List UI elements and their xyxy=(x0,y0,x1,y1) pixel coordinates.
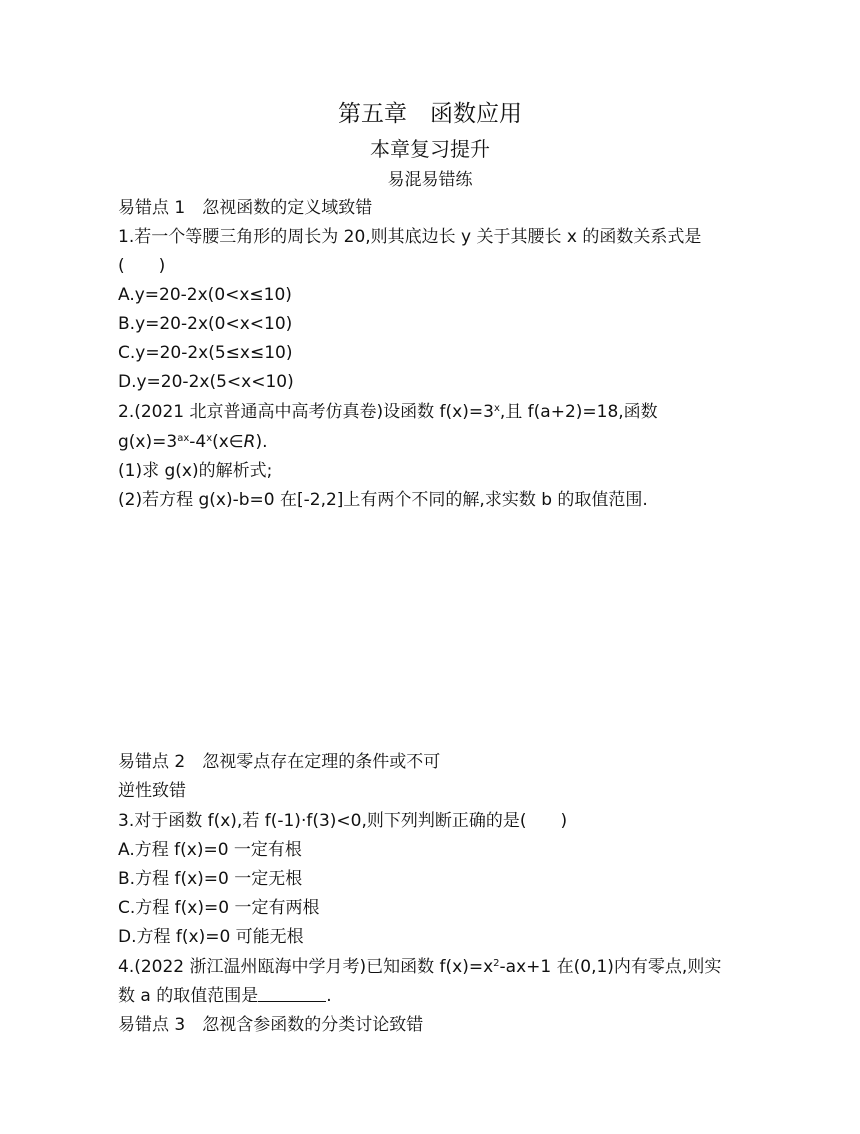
error-point-2-title-line-2: 逆性致错 xyxy=(118,781,186,801)
question-2-part-1: (1)求 g(x)的解析式; xyxy=(118,461,273,481)
question-1-option-d: D.y=20-2x(5<x<10) xyxy=(118,372,294,392)
question-3-option-a: A.方程 f(x)=0 一定有根 xyxy=(118,840,302,860)
question-3-option-d: D.方程 f(x)=0 可能无根 xyxy=(118,927,304,947)
question-3-stem: 3.对于函数 f(x),若 f(-1)·f(3)<0,则下列判断正确的是( ) xyxy=(118,811,568,831)
error-point-2-title-line-1: 易错点 2 忽视零点存在定理的条件或不可 xyxy=(118,752,441,772)
question-1-option-c: C.y=20-2x(5≤x≤10) xyxy=(118,343,293,363)
answer-blank[interactable] xyxy=(258,987,326,1002)
question-2-part-2: (2)若方程 g(x)-b=0 在[-2,2]上有两个不同的解,求实数 b 的取值范围. xyxy=(118,490,648,510)
question-1-paren: ( ) xyxy=(118,256,166,276)
error-point-1-title: 易错点 1 忽视函数的定义域致错 xyxy=(118,198,373,218)
question-3-option-b: B.方程 f(x)=0 一定无根 xyxy=(118,869,303,889)
question-1-option-a: A.y=20-2x(0<x≤10) xyxy=(118,285,292,305)
section-title: 本章复习提升 xyxy=(370,137,490,161)
chapter-title: 第五章 函数应用 xyxy=(338,101,522,127)
subsection-title: 易混易错练 xyxy=(387,170,473,190)
question-2-function-g: $g(x)=3^{ax}-4^x(x\in R)$. xyxy=(118,432,268,452)
error-point-3-title: 易错点 3 忽视含参函数的分类讨论致错 xyxy=(118,1015,424,1035)
question-2-stem: 2.(2021 北京普通高中高考仿真卷)设函数 $f(x)=3^x$,且 f(a+2)=18,函数 xyxy=(118,402,658,422)
question-4-answer-line: 数 a 的取值范围是 . xyxy=(118,986,332,1006)
question-3-option-c: C.方程 f(x)=0 一定有两根 xyxy=(118,898,320,918)
question-1-stem: 1.若一个等腰三角形的周长为 20,则其底边长 y 关于其腰长 x 的函数关系式是 xyxy=(118,227,702,247)
question-4-stem: 4.(2022 浙江温州瓯海中学月考)已知函数 $f(x)=x^2-ax+1$ 在(0,1)内有零点,则实 xyxy=(118,957,722,977)
question-1-option-b: B.y=20-2x(0<x<10) xyxy=(118,314,293,334)
